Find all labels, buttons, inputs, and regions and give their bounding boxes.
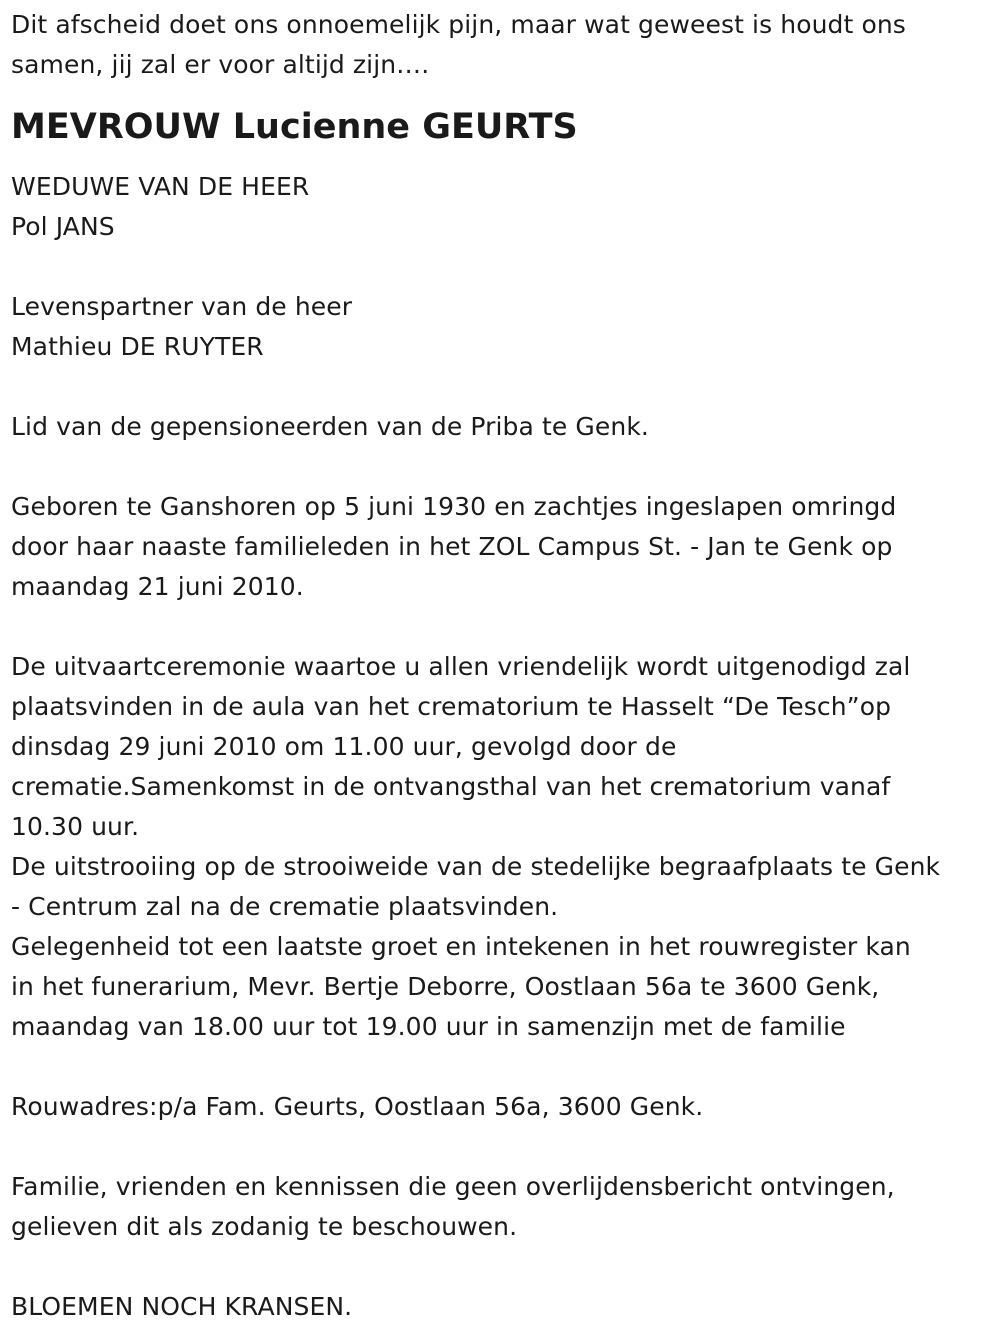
partner-name: Mathieu DE RUYTER — [11, 332, 264, 361]
text-line: maandag 21 juni 2010. — [11, 572, 304, 601]
text-line: De uitvaartceremonie waartoe u allen vriendelijk wordt uitgenodigd zal — [11, 652, 911, 681]
text-line: De uitstrooiing op de strooiweide van de stedelijke begraafplaats te Genk — [11, 852, 941, 881]
obituary-document — [11, 5, 996, 1327]
intro-text — [11, 5, 996, 85]
closing-text: BLOEMEN NOCH KRANSEN. — [11, 1292, 353, 1321]
text-line: samen, jij zal er voor altijd zijn…. — [11, 50, 430, 79]
text-line: Gelegenheid tot een laatste groet en intekenen in het rouwregister kan — [11, 932, 911, 961]
text-line: crematie.Samenkomst in de ontvangsthal van het crematorium vanaf — [11, 772, 891, 801]
text-line: Familie, vrienden en kennissen die geen overlijdensbericht ontvingen, — [11, 1172, 895, 1201]
last-name: GEURTS — [422, 107, 578, 147]
partner-label: Levenspartner van de heer — [11, 292, 353, 321]
title-prefix: MEVROUW — [11, 107, 221, 147]
notice-section — [11, 1167, 996, 1247]
text-line: - Centrum zal na de crematie plaatsvinden. — [11, 892, 559, 921]
text-line: door haar naaste familieleden in het ZOL Campus St. - Jan te Genk op — [11, 532, 893, 561]
text-line: Dit afscheid doet ons onnoemelijk pijn, maar wat geweest is houdt ons — [11, 10, 906, 39]
first-name: Lucienne — [232, 107, 411, 147]
deceased-name — [11, 107, 996, 147]
birth-death-section — [11, 487, 996, 607]
mourning-address: Rouwadres:p/a Fam. Geurts, Oostlaan 56a, 3600 Genk. — [11, 1092, 704, 1121]
text-line: gelieven dit als zodanig te beschouwen. — [11, 1212, 518, 1241]
text-line: dinsdag 29 juni 2010 om 11.00 uur, gevolgd door de — [11, 732, 677, 761]
widow-of-name: Pol JANS — [11, 212, 115, 241]
membership-text: Lid van de gepensioneerden van de Priba te Genk. — [11, 412, 649, 441]
text-line: maandag van 18.00 uur tot 19.00 uur in samenzijn met de familie — [11, 1012, 846, 1041]
widow-label: WEDUWE VAN DE HEER — [11, 172, 310, 201]
text-line: in het funerarium, Mevr. Bertje Deborre, Oostlaan 56a te 3600 Genk, — [11, 972, 880, 1001]
widow-of-section — [11, 167, 996, 247]
text-line: 10.30 uur. — [11, 812, 140, 841]
partner-section — [11, 287, 996, 367]
text-line: plaatsvinden in de aula van het crematorium te Hasselt “De Tesch”op — [11, 692, 892, 721]
ceremony-section — [11, 647, 996, 1047]
text-line: Geboren te Ganshoren op 5 juni 1930 en zachtjes ingeslapen omringd — [11, 492, 897, 521]
